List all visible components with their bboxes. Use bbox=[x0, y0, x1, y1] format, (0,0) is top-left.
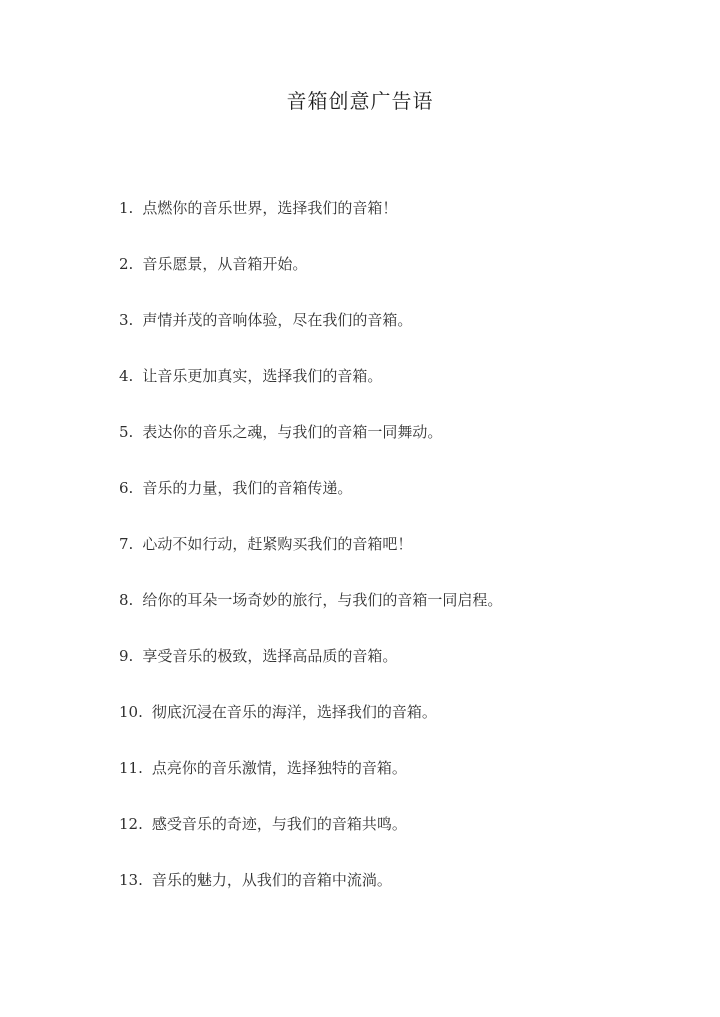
list-item bbox=[119, 250, 679, 306]
item-text: 给你的耳朵一场奇妙的旅行，与我们的音箱一同启程。 bbox=[142, 591, 503, 609]
list-item bbox=[119, 306, 679, 362]
item-number: 6. bbox=[119, 479, 134, 497]
item-number: 12. bbox=[119, 815, 143, 833]
item-number: 1. bbox=[119, 199, 134, 217]
item-text: 点亮你的音乐激情，选择独特的音箱。 bbox=[151, 759, 407, 777]
list-item bbox=[119, 866, 679, 922]
list-item bbox=[119, 530, 679, 586]
list-item bbox=[119, 474, 679, 530]
list-item bbox=[119, 418, 679, 474]
item-number: 10. bbox=[119, 703, 143, 721]
list-item bbox=[119, 754, 679, 810]
item-text: 心动不如行动，赶紧购买我们的音箱吧！ bbox=[142, 535, 413, 553]
item-number: 3. bbox=[119, 311, 134, 329]
item-text: 感受音乐的奇迹，与我们的音箱共鸣。 bbox=[151, 815, 407, 833]
item-number: 5. bbox=[119, 423, 134, 441]
item-text: 音乐的力量，我们的音箱传递。 bbox=[142, 479, 353, 497]
item-text: 彻底沉浸在音乐的海洋，选择我们的音箱。 bbox=[151, 703, 437, 721]
item-text: 音乐愿景，从音箱开始。 bbox=[142, 255, 308, 273]
list-item bbox=[119, 362, 679, 418]
list-item bbox=[119, 810, 679, 866]
item-text: 点燃你的音乐世界，选择我们的音箱！ bbox=[142, 199, 398, 217]
item-number: 2. bbox=[119, 255, 134, 273]
item-number: 7. bbox=[119, 535, 134, 553]
item-number: 8. bbox=[119, 591, 134, 609]
item-number: 4. bbox=[119, 367, 134, 385]
item-text: 声情并茂的音响体验，尽在我们的音箱。 bbox=[142, 311, 413, 329]
page-title: 音箱创意广告语 bbox=[286, 89, 434, 113]
item-number: 13. bbox=[119, 871, 143, 889]
item-text: 表达你的音乐之魂，与我们的音箱一同舞动。 bbox=[142, 423, 443, 441]
list-item bbox=[119, 194, 679, 250]
list-item bbox=[119, 698, 679, 754]
list-item bbox=[119, 586, 679, 642]
item-text: 音乐的魅力，从我们的音箱中流淌。 bbox=[151, 871, 392, 889]
item-text: 让音乐更加真实，选择我们的音箱。 bbox=[142, 367, 383, 385]
item-number: 11. bbox=[119, 759, 143, 777]
item-number: 9. bbox=[119, 647, 134, 665]
item-text: 享受音乐的极致，选择高品质的音箱。 bbox=[142, 647, 398, 665]
slogan-list bbox=[119, 194, 679, 922]
list-item bbox=[119, 642, 679, 698]
